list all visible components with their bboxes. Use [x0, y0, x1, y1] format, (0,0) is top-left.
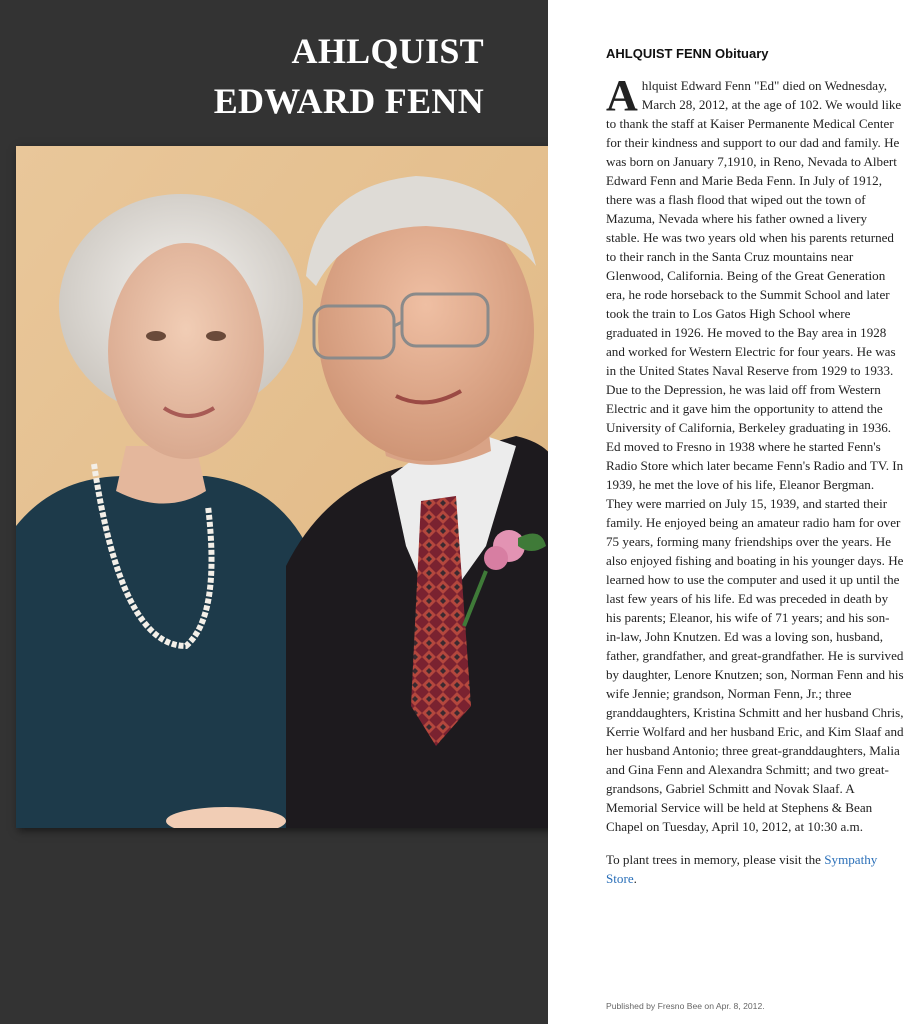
name-line-2: EDWARD FENN	[213, 81, 484, 121]
trees-text: To plant trees in memory, please visit the	[606, 852, 825, 867]
couple-photo	[16, 146, 558, 828]
obituary-body	[606, 71, 904, 888]
drop-cap: A	[606, 71, 638, 120]
obituary-text	[606, 71, 904, 836]
deceased-name-heading	[4, 26, 484, 126]
published-by-note: Published by Fresno Bee on Apr. 8, 2012.	[606, 1001, 765, 1011]
sympathy-store-link[interactable]: Sympathy Store	[606, 852, 878, 886]
name-line-1: AHLQUIST	[291, 31, 484, 71]
obituary-title: AHLQUIST FENN Obituary	[606, 46, 769, 61]
obituary-paragraph: hlquist Edward Fenn "Ed" died on Wednesday, March 28, 2012, at the age of 102. We would like to thank the staff at Kaiser Permanente Medical Center for their kindness and support to our dad and family. He was born on January 7,1910, in Reno, Nevada to Albert Edward Fenn and Marie Beda Fenn. In July of 1912, there was a flash flood that wiped out the town of Mazuma, Nevada where his father owned a livery stable. He was two years old when his parents returned to their ranch in the Santa Cruz mountains near Glenwood, California. Being of the Great Generation era, he rode horseback to the Summit School and later took the train to Los Gatos High School where graduated in 1926. He moved to the Bay area in 1928 and worked for Western Electric for four years. He was in the United States Naval Reserve from 1929 to 1933. Due to the Depression, he was laid off from Western Electric and it gave him the opportunity to attend the University of California, Berkeley graduating in 1936. Ed moved to Fresno in 1938 where he started Fenn's Radio Store which later became Fenn's Radio and TV. In 1939, he met the love of his life, Eleanor Bergman. They were married on July 15, 1939, and started their family. He enjoyed being an amateur radio ham for over 75 years, forming many friendships over the years. He also enjoyed fishing and boating in his younger days. He learned how to use the computer and used it up until the last few years of his life. Ed was preceded in death by his parents; Eleanor, his wife of 71 years; and his son-in-law, John Knutzen. Ed was a loving son, husband, father, grandfather, and great-grandfather. He is survived by daughter, Lenore Knutzen; son, Norman Fenn and his wife Jennie; grandson, Norman Fenn, Jr.; three granddaughters, Kristina Schmitt and her husband Chris, Kerrie Wolfard and her husband Eric, and Kim Slaaf and her husband Antonio; three great-granddaughters, Malia and Gina Fenn and Alexandra Schmitt; and two great-grandsons, Gabriel Schmitt and Novak Slaaf. A Memorial Service will be held at Stephens & Bean Chapel on Tuesday, April 10, 2012, at 10:30 a.m.	[606, 78, 904, 834]
trees-text-end: .	[633, 871, 637, 886]
plant-trees-note	[606, 850, 904, 888]
right-panel	[548, 0, 920, 1024]
